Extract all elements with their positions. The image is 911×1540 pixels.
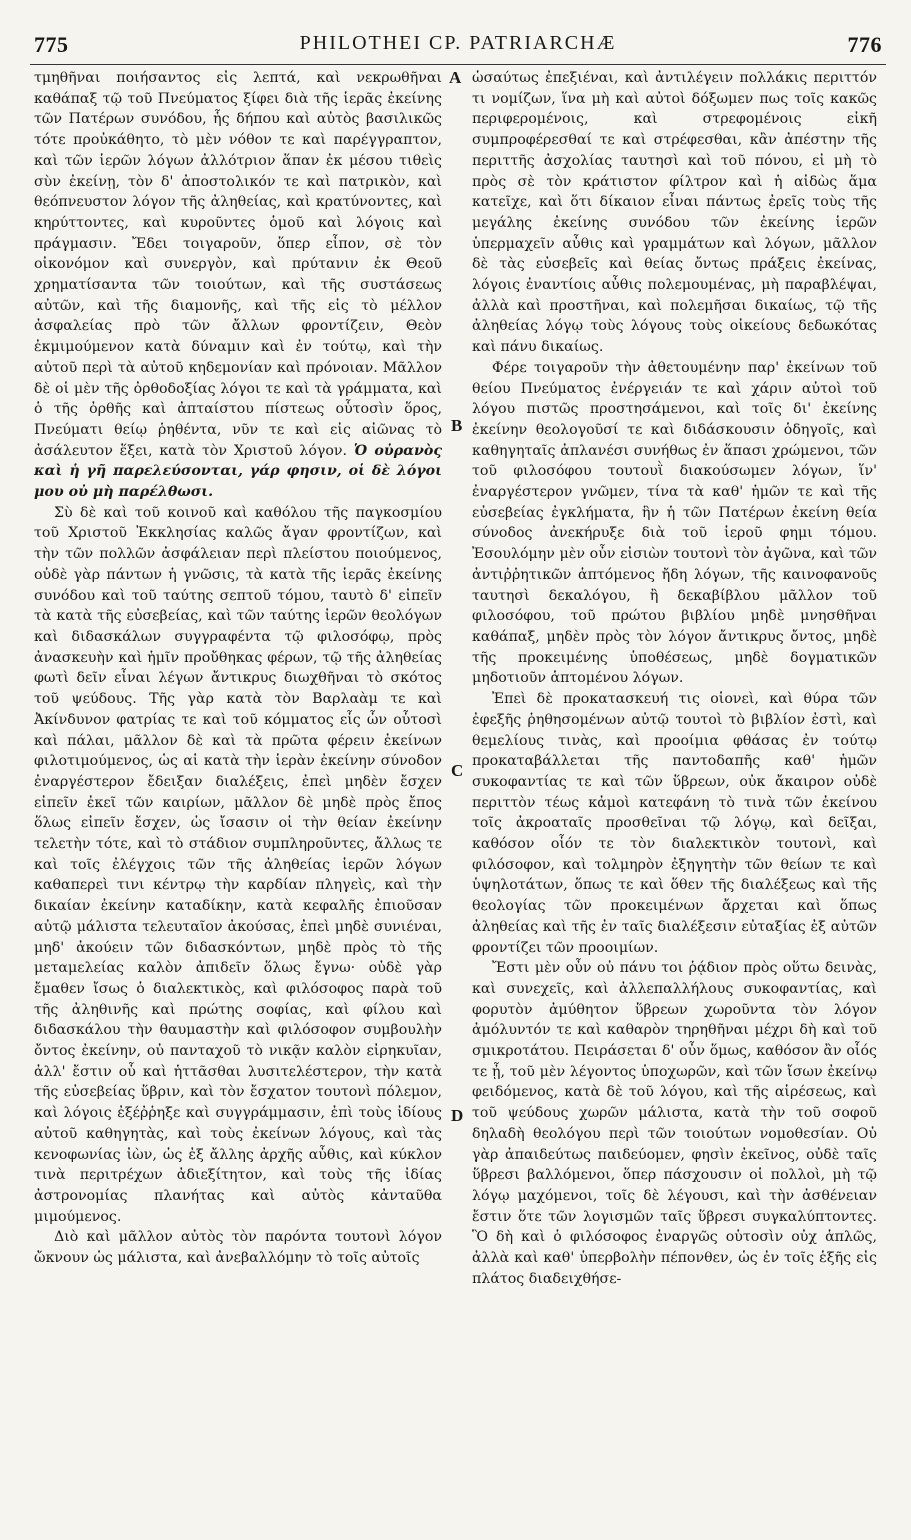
right-paragraph-3: Ἐπεὶ δὲ προκατασκευή τις οἱονεὶ, καὶ θύρα τῶν ἐφεξῆς ῥηθησομένων αὐτῷ τουτοὶ τὸ βιβλίον ἐστὶ, καὶ θεμελίους τινὰς, καὶ προοίμια φθάσας ἐν τούτῳ προκαταβάλλεται τῆς παντοδαπῆς καθ' ἡμῶν συκοφαντίας τε καὶ τῶν ὕβρεων, οὐκ ἄκαιρον οὐδὲ περιττὸν τέως κἀμοὶ κατεφάνη τὸ τινὰ τῶν ἐκείνου τοῖς ἀκροαταῖς προσθεῖναι τῷ λόγῳ, καὶ δεῖξαι, καθόσον οἷόν τε τὸν διαλεκτικὸν τουτονὶ, καὶ φιλόσοφον, καὶ τολμηρὸν ἐξηγητὴν τῶν θείων τε καὶ ὑψηλοτάτων, ὅπως τε καὶ ὅθεν τῆς διαλέξεως καὶ τῆς θεολογίας τῶν προκειμένων ἄρχεται καὶ ὅπως ἀληθείας καὶ τῆς ἐν ταῖς διαλέξεσιν εὐταξίας ἐξ αὐτῶν φροντίζει τῶν προοιμίων. bbox=[472, 691, 877, 956]
left-paragraph-1-text: τμηθῆναι ποιήσαντος εἰς λεπτά, καὶ νεκρωθῆναι καθάπαξ τῷ τοῦ Πνεύματος ξίφει διὰ τῆς ἱερᾶς ἐκείνης τῶν Πατέρων συνόδου, ἧς δήπου καὶ αὐτὸς βασιλικῶς τότε προὐκάθητο, τὸ μὲν νόθον τε καὶ παρέγγραπτον, καὶ τῶν ἱερῶν λόγων ἀλλότριον ἅπαν ἐκ μέσου τιθεὶς σὺν ἐκείνῃ, τὸν δ' ἀποστολικόν τε καὶ πατρικὸν, καὶ θεόπνευστον λόγον τῆς ἀληθείας, καὶ κρατύνοντες, καὶ κηρύττοντες, καὶ κυροῦντες ὁμοῦ καὶ λόγοις καὶ πράγμασιν. Ἔδει τοιγαροῦν, ὅπερ εἶπον, σὲ τὸν οἰκονόμον καὶ συνεργὸν, καὶ πρύτανιν ἐκ Θεοῦ χρηματίσαντα τῶν τοιούτων, καὶ τῆς συστάσεως αὐτῶν, καὶ τῆς διαμονῆς, καὶ τῆς εἰς τὸ μέλλον ἀσφαλείας πρὸ τῶν ἄλλων φροντίζειν, Θεὸν ἐκμιμούμενον κατὰ δύναμιν καὶ ἐν τούτῳ, καὶ τὴν αὐτοῦ περὶ τὰ αὐτοῦ κηδεμονίαν καὶ πρόνοιαν. Μᾶλλον δὲ οἱ μὲν τῆς ὀρθοδοξίας λόγοι τε καὶ τὰ γράμματα, καὶ ὁ τῆς ὀρθῆς καὶ ἀπταίστου πίστεως οὗτοσὶν ὅρος, Πνεύματι θείῳ ῥηθέντα, νῦν τε καὶ εἰς αἰῶνας τὸ ἀσάλευτον ἕξει, κατὰ τὸν Χριστοῦ λόγον. bbox=[34, 70, 442, 459]
right-paragraph-4: Ἔστι μὲν οὖν οὐ πάνυ τοι ῥᾴδιον πρὸς οὕτω δεινὰς, καὶ συνεχεῖς, καὶ ἀλλεπαλλήλους συκοφαντίας, καὶ φορυτὸν ἀμύθητον ὕβρεων χωροῦντα τὸν λόγον ἀμόλυντόν τε καὶ καθαρὸν τηρηθῆναι μέχρι δὴ καὶ τοῦ σμικροτάτου. Πειράσεται δ' οὖν ὅμως, καθόσον ἂν οἷός τε ᾖ, τοῦ μὲν λέγοντος ὑποχωρῶν, καὶ τῶν ἴσων ἐκείνῳ φειδόμενος, κατὰ δὲ τοῦ λόγου, καὶ τῆς αἱρέσεως, καὶ τοῦ ψεύδους χωρῶν μάλιστα, κατὰ τὴν τοῦ σοφοῦ δηλαδὴ θεολόγου περὶ τῶν τοιούτων νομοθεσίαν. Οὐ γὰρ ἀπαιδεύτως παιδεύομεν, φησὶν ἐκεῖνος, οὐδὲ ταῖς ὕβρεσι βαλλόμενοι, ὅπερ πάσχουσιν οἱ πολλοὶ, μὴ τῷ λόγῳ μαχόμενοι, τοῖς δὲ λέγουσι, καὶ τὴν ἀσθένειαν ἔστιν ὅτε τῶν λογισμῶν ταῖς ὕβρεσι συγκαλύπτοντες. Ὃ δὴ καὶ ὁ φιλόσοφος ἐναργῶς οὑτοσὶν οὐχ ἁπλῶς, ἀλλὰ καὶ καθ' ὑπερβολὴν πέπονθεν, ὡς ἐν τοῖς ἑξῆς εἰς πλάτος διαδειχθήσε- bbox=[472, 960, 877, 1287]
page-header bbox=[30, 30, 886, 65]
right-paragraph-1: ὡσαύτως ἐπεξιέναι, καὶ ἀντιλέγειν πολλάκις περιττόν τι νομίζων, ἵνα μὴ καὶ αὐτοὶ δόξωμεν πως τοῖς κακῶς περιφερομένοις, καὶ στρεφομένοις εἰκῆ συμπροφέρεσθαί τε καὶ στρέφεσθαι, κἂν ἀπέστην τῆς περιττῆς ἀσχολίας ταυτησὶ καὶ τοῦ πόνου, εἰ μὴ τὸ πρὸς σὲ τὸν κράτιστον φίλτρον καὶ ἡ αἰδὼς ἅμα κατεῖχε, καὶ ὅτι δίκαιον εἶναι πάντως ἐρεῖς τοὺς τῆς μεγάλης ἐκείνης συνόδου τῶν ἐκείνης ἱερῶν ὑπερμαχεῖν αὖθις καὶ γραμμάτων καὶ λόγων, μᾶλλον δὲ τὰς εὐσεβεῖς καὶ θείας ὄντως πράξεις ἐκείνας, λόγοις ἐναντίοις αὖθις πολεμουμένας, μὴ παραβλέψαι, ἀλλὰ καὶ προστῆναι, καὶ πολεμῆσαι δικαίως, τῷ τῆς ἀληθείας λόγῳ τοὺς λόγους τοὺς οἰκείους δεδωκότας καὶ πάνυ δικαίως. bbox=[472, 70, 877, 356]
section-marker-d: D bbox=[451, 1106, 464, 1125]
section-marker-b: B bbox=[451, 416, 463, 435]
left-paragraph-3: Διὸ καὶ μᾶλλον αὐτὸς τὸν παρόντα τουτονὶ λόγον ὤκνουν ὡς μάλιστα, καὶ ἀνεβαλλόμην τὸ τοῖς αὐτοῖς bbox=[34, 1229, 442, 1267]
left-paragraph-2: Σὺ δὲ καὶ τοῦ κοινοῦ καὶ καθόλου τῆς παγκοσμίου τοῦ Χριστοῦ Ἐκκλησίας καλῶς ἄγαν φροντίζων, καὶ τὴν τῶν πολλῶν ἀσφάλειαν περὶ πλείστου ποιούμενος, οὐδὲ γὰρ πάντων ἡ γνῶσις, τὰ κατὰ τῆς ἱερᾶς ἐκείνης συνόδου καὶ τοῦ ταύτης σεπτοῦ τόμου, ταυτὸ δ' εἰπεῖν τὰ κατὰ τῆς εὐσεβείας, καὶ τῶν ταύτης ἱερῶν θεολόγων καὶ διδασκάλων συγγραφέντα τῷ φιλοσόφῳ, πρὸς ἀνασκευὴν καὶ ἡμῖν προὔθηκας φέρων, τῷ τῆς ἀληθείας φωτὶ δεῖν εἶναι λέγων ἄντικρυς διωχθῆναι τὸ σκότος τοῦ ψεύδους. Τῆς γὰρ κατὰ τὸν Βαρλαὰμ τε καὶ Ἀκίνδυνον φατρίας τε καὶ τοῦ κόμματος εἷς ὧν οὗτοσὶ καὶ πάλαι, μᾶλλον δὲ καὶ τὰ πρῶτα φέρειν ἐκείνων φιλοτιμούμενος, ὡς αἱ κατὰ τὴν ἱερὰν ἐκείνην σύνοδον ἐναργέστερον ἔδειξαν διαλέξεις, ἐπεὶ μηδὲν ἔσχεν εἰπεῖν ἐκεῖ τῶν καιρίων, μᾶλλον δὲ μηδὲ πρὸς ἔπος ὅλως εἰπεῖν ἔσχεν, ὡς ἴσασιν οἱ τὴν θείαν ἐκείνην τελετὴν τότε, καὶ τὸ στάδιον συμπληροῦντες, ἄλλως τε καὶ τοῖς ἐλέγχοις τῶν τῆς ἀληθείας ἱερῶν λόγων καθαπερεὶ τινι κέντρῳ τὴν καρδίαν πληγεὶς, καὶ τὴν δικαίαν ἐκείνην καταδίκην, κατὰ κεφαλῆς ἐπιοῦσαν αὐτῷ μάλιστα τελευταῖον ἀκούσας, ἐπεὶ μηδὲ συνιέναι, μηδ' ἀκούειν τῶν διδασκόντων, μηδὲ πρὸς τὸ τῆς μεταμελείας καλὸν ἀπιδεῖν ὅλως ἔγνω· οὐδὲ γὰρ ἔμαθεν ἴσως ὁ διαλεκτικὸς, καὶ φιλόσοφος παρὰ τοῦ τῆς ἀληθινῆς καὶ πρώτης σοφίας, καὶ φίλου καὶ διδασκάλου τὴν θαυμαστὴν καὶ φιλόσοφον συμβουλὴν ὄντος ἐκείνην, οὐ πανταχοῦ τὸ νικᾷν καλὸν εἰρηκυῖαν, ἀλλ' ἔστιν οὗ καὶ ἡττᾶσθαι λυσιτελέστερον, τὴν κατὰ τῆς εὐσεβείας ὕβριν, καὶ τὸν ἔσχατον τουτονὶ πόλεμον, καὶ λόγοις ἐξέῤῥηξε καὶ συγγράμμασιν, ἐπὶ τοὺς ἰδίους αὐτοῦ καθηγητὰς, καὶ τοὺς ἐκείνων λόγους, καὶ τὰς κενοφωνίας ἰὼν, ὡς ἐξ ἄλλης ἀρχῆς αὖθις, καὶ κύκλον τινὰ περιτρέχων ἀδιεξίτητον, καὶ τοὺς τῆς ἰδίας ἀστρονομίας πλανήτας καὶ αὐτὸς κἀνταῦθα μιμούμενος. bbox=[34, 504, 442, 1225]
page-number-left: 775 bbox=[34, 32, 69, 57]
right-column bbox=[472, 68, 877, 1289]
page-number-right: 776 bbox=[847, 32, 882, 57]
running-title: PHILOTHEI CP. PATRIARCHÆ bbox=[299, 32, 617, 54]
scripture-quote: Ὁ οὐρανὸς καὶ ἡ γῆ παρελεύσονται, γάρ φησιν, οἱ δὲ λόγοι μου οὐ μὴ παρέλθωσι. bbox=[34, 442, 443, 501]
left-column bbox=[34, 68, 442, 1269]
section-marker-c: C bbox=[451, 761, 464, 780]
left-paragraph-1 bbox=[34, 68, 442, 503]
section-marker-a: A bbox=[449, 68, 462, 87]
right-paragraph-2: Φέρε τοιγαροῦν τὴν ἀθετουμένην παρ' ἐκείνων τοῦ θείου Πνεύματος ἐνέργειάν τε καὶ χάριν αὐτοὶ τοῦ λόγου πιστῶς προστησάμενοι, καὶ τοῖς δι' ἐκείνης ἐκείνην θεολογοῦσί τε καὶ διδάσκουσιν ὁδηγοῖς, καὶ καθηγηταῖς ἀπλανέσι συνήθως ἐν ἅπασι χρώμενοι, τῶν τοῦ φιλοσόφου τουτουῒ διακούσωμεν λόγων, ἵν' ἐναργέστερον γνῶμεν, τίνα τὰ καθ' ἡμῶν τε καὶ τῆς εὐσεβείας ἐγκλήματα, ἣν ἡ τῶν Πατέρων ἐκείνη θεία σύνοδος ἀνεκήρυξε διὰ τοῦ ἱεροῦ φημι τόμου. Ἐσουλόμην μὲν οὖν εἰσιὼν τουτονὶ τὸν ἀγῶνα, καὶ τῶν ἀντιῤῥητικῶν ἁπτόμενος ἤδη λόγων, τῆς καινοφανοῦς ταυτησὶ δεκαλόγου, ἢ δεκαβίβλου μᾶλλον τοῦ φιλοσόφου, τοῦ πρώτου βιβλίου μηδὲ μνησθῆναι καθάπαξ, μηδὲν πρὸς τὸν λόγον ἄντικρυς ὄντος, μηδὲ τῆς προκειμένης ὑποθέσεως, μηδὲ δογματικῶν μηδοτιοῦν ἁπτομένου λόγων. bbox=[472, 359, 877, 687]
